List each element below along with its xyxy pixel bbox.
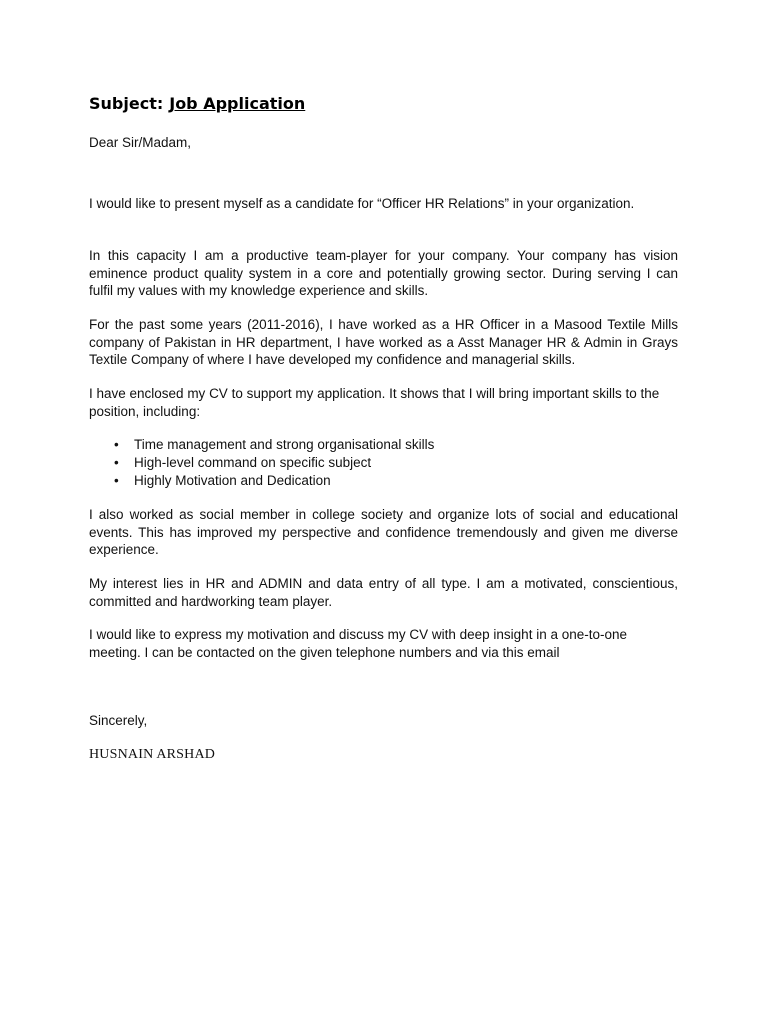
list-item: • High-level command on specific subject — [89, 454, 434, 472]
capacity-paragraph: In this capacity I am a productive team-player for your company. Your company has vision eminence product quality system in a core and potentially growing sector. During serving I can fulfil my values with my knowledge experience and skills. — [89, 248, 678, 298]
skills-list — [89, 436, 434, 490]
subject-line — [89, 94, 305, 114]
intro-after: in your organization. — [508, 196, 635, 211]
intro-role: “Officer HR Relations” — [377, 196, 509, 211]
list-item: • Highly Motivation and Dedication — [89, 472, 434, 490]
closing: Sincerely, — [89, 713, 148, 728]
subject-text: Job Application — [169, 94, 306, 113]
intro-paragraph — [89, 195, 678, 213]
experience-paragraph: For the past some years (2011-2016), I have worked as a HR Officer in a Masood Textile Mills company of Pakistan in HR department, I have worked as a Asst Manager HR & Admin in Grays Textile Company of where I have developed my confidence and managerial skills. — [89, 317, 678, 367]
interest-paragraph: My interest lies in HR and ADMIN and data entry of all type. I am a motivated, conscientious, committed and hardworking team player. — [89, 576, 678, 609]
intro-before: I would like to present myself as a candidate for — [89, 196, 378, 211]
cv-paragraph: I have enclosed my CV to support my application. It shows that I will bring important skills to the position, including: — [89, 386, 660, 419]
contact-paragraph: I would like to express my motivation and discuss my CV with deep insight in a one-to-one meeting. I can be contacted on the given telephone numbers and via this email — [89, 627, 628, 660]
signature-name: HUSNAIN ARSHAD — [89, 747, 216, 762]
list-item: • Time management and strong organisational skills — [89, 436, 434, 454]
subject-label: Subject: — [89, 94, 164, 113]
social-paragraph: I also worked as social member in college society and organize lots of social and educational events. This has improved my perspective and confidence tremendously and given me diverse experience. — [89, 507, 678, 557]
salutation: Dear Sir/Madam, — [89, 135, 192, 150]
